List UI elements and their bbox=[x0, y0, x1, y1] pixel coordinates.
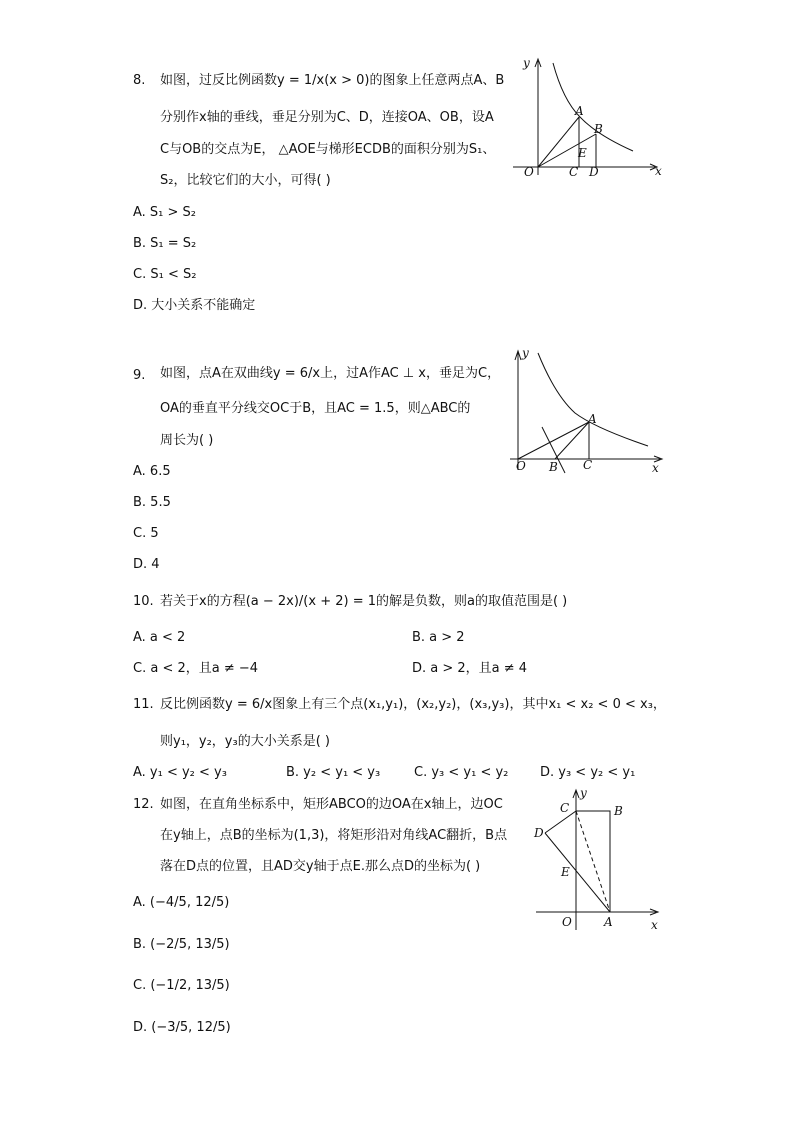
q8-number: 8. bbox=[133, 73, 146, 88]
q8-option-b[interactable]: B. S₁ = S₂ bbox=[133, 236, 197, 251]
q11-line-1: 反比例函数y = 6/x图象上有三个点(x₁,y₁)，(x₂,y₂)，(x₃,y₃)，其中x₁ < x₂ < 0 < x₃， bbox=[160, 697, 666, 712]
q12-fig-label-y: y bbox=[580, 786, 587, 800]
q8-fig-label-b: B bbox=[594, 122, 603, 136]
q12-number: 12. bbox=[133, 797, 154, 812]
q10-number: 10. bbox=[133, 594, 154, 609]
q8-option-a[interactable]: A. S₁ > S₂ bbox=[133, 205, 197, 220]
q9-option-b[interactable]: B. 5.5 bbox=[133, 495, 171, 510]
q12-option-c[interactable]: C. (−1/2, 13/5) bbox=[133, 978, 230, 993]
q8-fig-label-a: A bbox=[575, 104, 584, 118]
q12-figure bbox=[528, 785, 668, 935]
q8-line-4: S₂，比较它们的大小，可得( ) bbox=[160, 173, 331, 188]
q8-figure bbox=[505, 55, 670, 180]
q12-fig-label-x: x bbox=[651, 918, 658, 932]
q9-option-a[interactable]: A. 6.5 bbox=[133, 464, 171, 479]
q12-fig-label-d: D bbox=[534, 826, 544, 840]
q12-fig-label-a: A bbox=[604, 915, 613, 929]
q12-fig-label-o: O bbox=[562, 915, 572, 929]
q12-option-d[interactable]: D. (−3/5, 12/5) bbox=[133, 1020, 231, 1035]
q11-option-a[interactable]: A. y₁ < y₂ < y₃ bbox=[133, 765, 227, 780]
q10-option-c[interactable]: C. a < 2，且a ≠ −4 bbox=[133, 661, 259, 676]
q9-option-c[interactable]: C. 5 bbox=[133, 526, 159, 541]
q12-fig-label-c: C bbox=[560, 801, 570, 815]
q12-fig-label-e: E bbox=[561, 865, 570, 879]
q9-fig-label-b: B bbox=[549, 460, 558, 474]
q9-fig-label-y: y bbox=[522, 346, 529, 360]
q9-line-1: 如图，点A在双曲线y = 6/x上，过A作AC ⊥ x，垂足为C， bbox=[160, 366, 501, 381]
q8-line-2: 分别作x轴的垂线，垂足分别为C、D，连接OA、OB，设A bbox=[160, 110, 494, 125]
q12-line-1: 如图，在直角坐标系中，矩形ABCO的边OA在x轴上，边OC bbox=[160, 797, 503, 812]
q11-line-2: 则y₁，y₂，y₃的大小关系是( ) bbox=[160, 734, 330, 749]
q8-line-3: C与OB的交点为E， △AOE与梯形ECDB的面积分别为S₁、 bbox=[160, 142, 496, 157]
q8-fig-label-y: y bbox=[523, 56, 530, 70]
q10-option-d[interactable]: D. a > 2，且a ≠ 4 bbox=[412, 661, 528, 676]
q12-fig-label-b: B bbox=[614, 804, 623, 818]
q8-fig-label-c: C bbox=[569, 165, 579, 179]
q11-option-d[interactable]: D. y₃ < y₂ < y₁ bbox=[540, 765, 636, 780]
q8-option-c[interactable]: C. S₁ < S₂ bbox=[133, 267, 197, 282]
q9-figure bbox=[505, 345, 670, 475]
q8-fig-label-x: x bbox=[655, 164, 662, 178]
q9-number: 9. bbox=[133, 368, 146, 383]
q9-option-d[interactable]: D. 4 bbox=[133, 557, 160, 572]
q9-line-3: 周长为( ) bbox=[160, 433, 214, 448]
q12-option-a[interactable]: A. (−4/5, 12/5) bbox=[133, 895, 230, 910]
q9-line-2: OA的垂直平分线交OC于B，且AC = 1.5，则△ABC的 bbox=[160, 401, 471, 416]
q10-option-a[interactable]: A. a < 2 bbox=[133, 630, 186, 645]
q8-line-1: 如图，过反比例函数y = 1/x(x > 0)的图象上任意两点A、B bbox=[160, 73, 505, 88]
q11-option-c[interactable]: C. y₃ < y₁ < y₂ bbox=[414, 765, 509, 780]
q8-fig-label-o: O bbox=[524, 165, 534, 179]
q9-fig-label-x: x bbox=[652, 461, 659, 475]
q11-option-b[interactable]: B. y₂ < y₁ < y₃ bbox=[286, 765, 381, 780]
q12-line-3: 落在D点的位置，且AD交y轴于点E.那么点D的坐标为( ) bbox=[160, 859, 481, 874]
q12-option-b[interactable]: B. (−2/5, 13/5) bbox=[133, 937, 230, 952]
q8-option-d[interactable]: D. 大小关系不能确定 bbox=[133, 298, 256, 313]
q9-fig-label-c: C bbox=[583, 458, 593, 472]
q10-option-b[interactable]: B. a > 2 bbox=[412, 630, 465, 645]
q8-fig-label-d: D bbox=[589, 165, 599, 179]
q9-fig-label-o: O bbox=[516, 459, 526, 473]
q8-fig-label-e: E bbox=[578, 146, 587, 160]
q10-line-1: 若关于x的方程(a − 2x)/(x + 2) = 1的解是负数，则a的取值范围是( ) bbox=[160, 594, 568, 609]
q11-number: 11. bbox=[133, 697, 154, 712]
q12-line-2: 在y轴上，点B的坐标为(1,3)，将矩形沿对角线AC翻折，B点 bbox=[160, 828, 508, 843]
q9-fig-label-a: A bbox=[588, 412, 597, 426]
